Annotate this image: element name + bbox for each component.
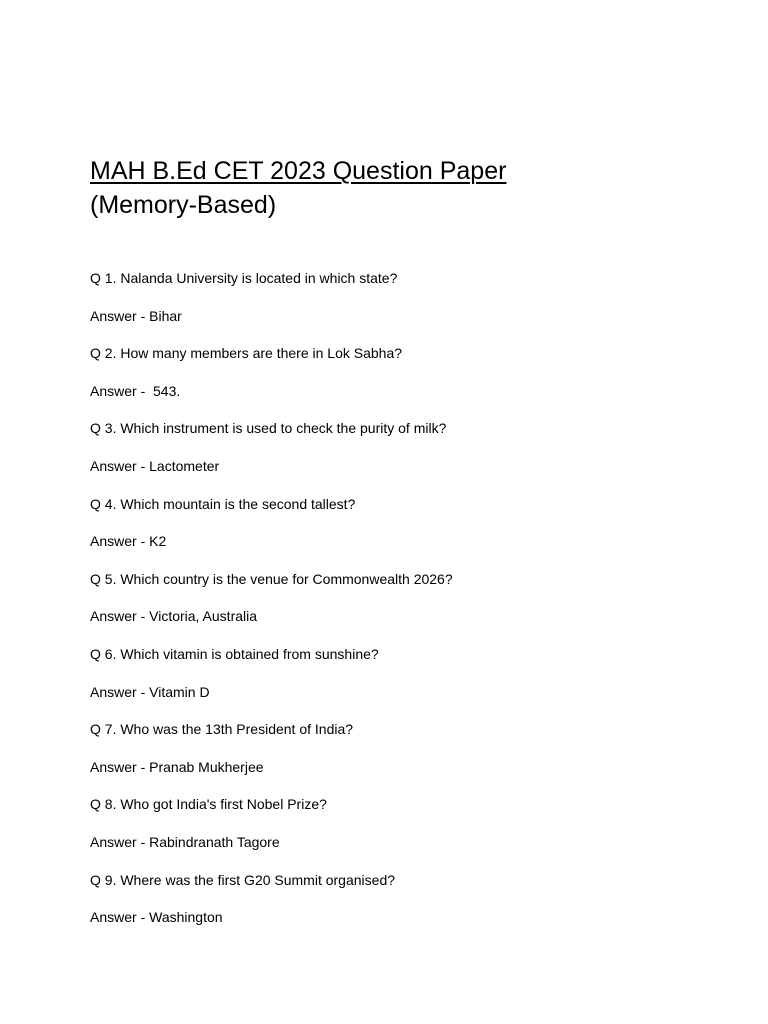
answer-4: Answer - K2 bbox=[90, 533, 167, 550]
question-answer-list bbox=[90, 268, 710, 945]
answer-8: Answer - Rabindranath Tagore bbox=[90, 833, 280, 850]
answer-3: Answer - Lactometer bbox=[90, 457, 220, 474]
answer-2: Answer - 543. bbox=[90, 382, 181, 399]
question-8: Q 8. Who got India's first Nobel Prize? bbox=[90, 796, 327, 813]
question-4: Q 4. Which mountain is the second tallest? bbox=[90, 495, 356, 512]
document-title: MAH B.Ed CET 2023 Question Paper bbox=[90, 157, 507, 185]
document-subtitle: (Memory-Based) bbox=[90, 191, 277, 219]
answer-6: Answer - Vitamin D bbox=[90, 683, 210, 700]
question-6: Q 6. Which vitamin is obtained from sunshine? bbox=[90, 645, 379, 662]
question-2: Q 2. How many members are there in Lok Sabha? bbox=[90, 345, 403, 362]
answer-1: Answer - Bihar bbox=[90, 307, 182, 324]
question-9: Q 9. Where was the first G20 Summit organised? bbox=[90, 871, 396, 888]
answer-7: Answer - Pranab Mukherjee bbox=[90, 758, 264, 775]
answer-5: Answer - Victoria, Australia bbox=[90, 608, 258, 625]
question-7: Q 7. Who was the 13th President of India? bbox=[90, 721, 354, 738]
question-3: Q 3. Which instrument is used to check the purity of milk? bbox=[90, 420, 447, 437]
question-1: Q 1. Nalanda University is located in which state? bbox=[90, 270, 398, 286]
question-5: Q 5. Which country is the venue for Commonwealth 2026? bbox=[90, 570, 453, 587]
answer-9: Answer - Washington bbox=[90, 909, 223, 926]
